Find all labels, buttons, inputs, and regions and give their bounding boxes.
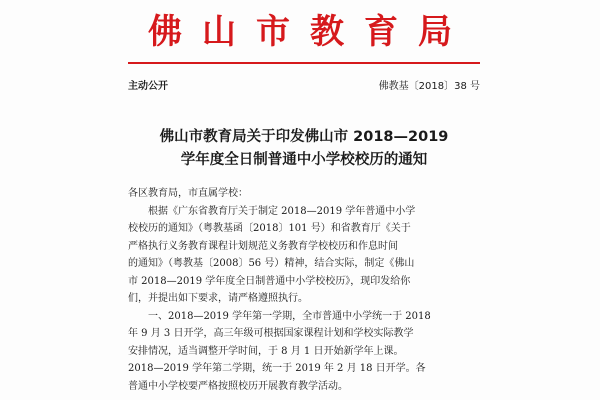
body-line: 严格执行义务教育课程计划规范义务教育学校校历和作息时间 (128, 240, 398, 252)
body-line: 市 2018—2019 学年度全日制普通中小学校校历》，现印发给你 (128, 275, 411, 287)
organization-header: 佛山市教育局 (148, 12, 472, 52)
title-line-1: 佛山市教育局关于印发佛山市 2018—2019 (159, 129, 449, 145)
body-line: 普通中小学校要严格按照校历开展教育教学活动。 (128, 380, 348, 392)
body-line: 根据《广东省教育厅关于制定 2018—2019 学年普通中小学 (148, 205, 416, 217)
title-line-2: 学年度全日制普通中小学校校历的通知 (180, 152, 428, 168)
header-red-rule (128, 62, 480, 64)
document-body (128, 185, 484, 395)
body-line: 安排情况，适当调整开学时间，于 8 月 1 日开始新学年上课。 (128, 345, 404, 357)
body-line: 校校历的通知》（粤教基函〔2018〕101 号）和省教育厅《关于 (128, 223, 411, 234)
body-line: 2018—2019 学年第二学期，统一于 2019 年 2 月 18 日开学。各 (128, 363, 426, 374)
body-line: 年 9 月 3 日开学，高三年级可根据国家课程计划和学校实际教学 (128, 328, 414, 339)
body-line: 一、2018—2019 学年第一学期，全市普通中小学统一于 2018 (148, 310, 431, 322)
salutation: 各区教育局，市直属学校： (128, 188, 248, 199)
document-number: 佛教基〔2018〕38 号 (378, 81, 480, 92)
body-line: 的通知》（粤教基〔2008〕56 号）精神，结合实际，制定《佛山 (128, 258, 415, 269)
disclosure-label: 主动公开 (128, 81, 168, 92)
document-title (120, 126, 488, 172)
body-line: 们，并提出如下要求，请严格遵照执行。 (128, 293, 308, 304)
